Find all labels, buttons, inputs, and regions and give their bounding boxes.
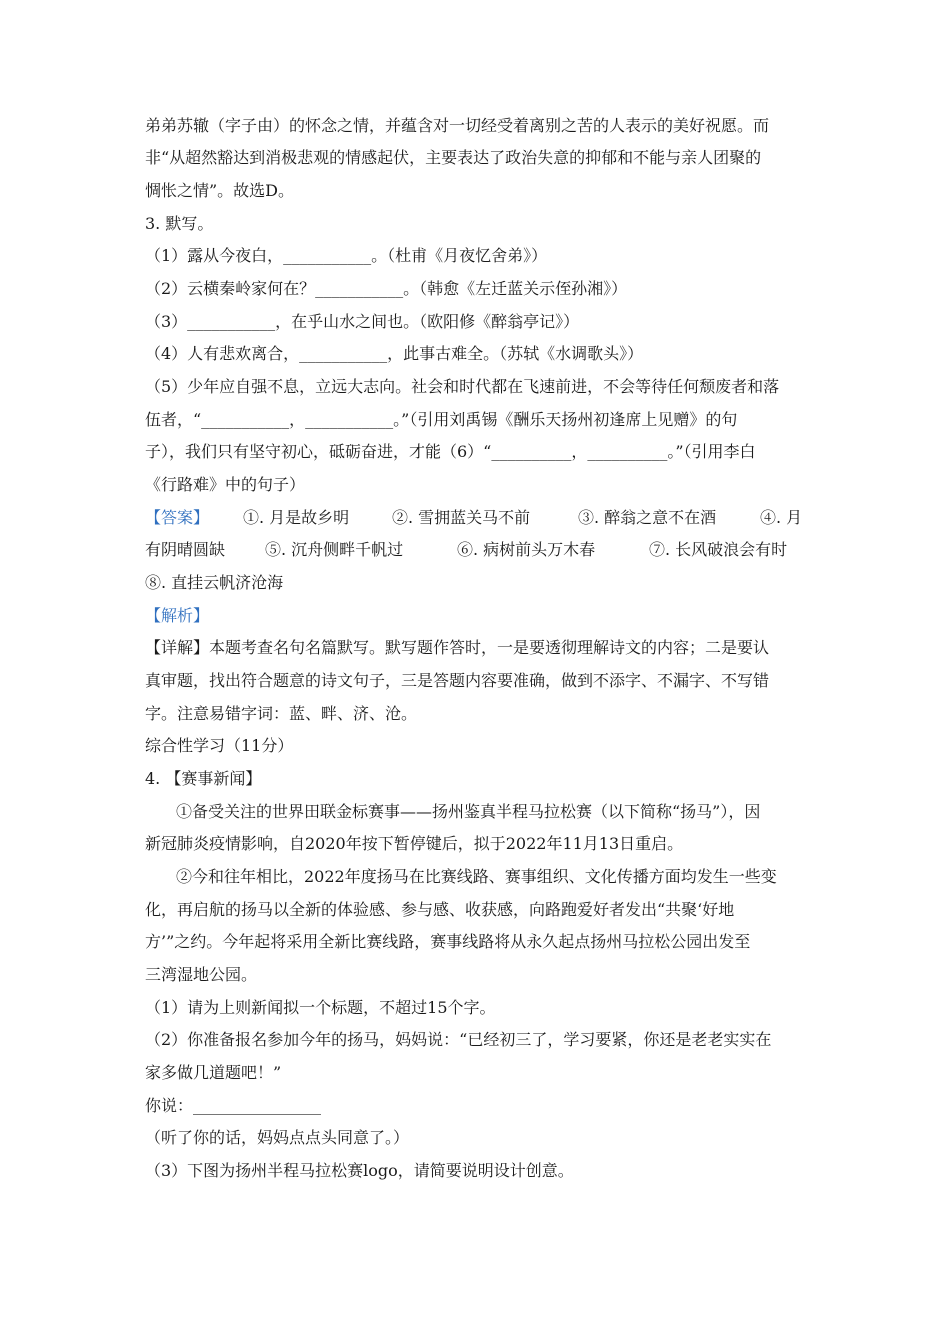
q4-sub-1: （1）请为上则新闻拟一个标题，不超过15个字。 (145, 998, 496, 1017)
news-paragraph-2-line: 方’”之约。今年起将采用全新比赛线路，赛事线路将从永久起点扬州马拉松公园出发至 (145, 932, 751, 951)
answer-item: ⑥. 病树前头万木春 (457, 540, 596, 559)
q4-sub-3: （3）下图为扬州半程马拉松赛logo，请简要说明设计创意。 (145, 1161, 574, 1180)
answer-item: ⑤. 沉舟侧畔千帆过 (265, 540, 404, 559)
q3-item-5-line: 子），我们只有坚守初心，砥砺奋进，才能（6）“__________，__________。”（引用李白 (145, 442, 756, 461)
answer-item: 有阴晴圆缺 (145, 540, 226, 559)
detail-line: 字。注意易错字词：蓝、畔、济、沧。 (145, 704, 418, 723)
q3-item-5-line: 伍者，“___________，___________。”（引用刘禹锡《酬乐天扬州初逢席上见赠》的句 (145, 410, 738, 429)
prev-explanation-line: 弟弟苏辙（字子由）的怀念之情，并蕴含对一切经受着离别之苦的人表示的美好祝愿。而 (145, 116, 770, 135)
news-paragraph-2-line: ②今和往年相比，2022年度扬马在比赛线路、赛事组织、文化传播方面均发生一些变 (176, 867, 777, 886)
answer-item: ⑧. 直挂云帆济沧海 (145, 573, 284, 592)
news-paragraph-2-line: 化，再启航的扬马以全新的体验感、参与感、收获感，向路跑爱好者发出“共聚‘好地 (145, 900, 735, 919)
mom-agree-line: （听了你的话，妈妈点点头同意了。） (145, 1128, 410, 1147)
news-paragraph-1-line: 新冠肺炎疫情影响，自2020年按下暂停键后，拟于2022年11月13日重启。 (145, 834, 684, 853)
q4-sub-2-line: 家多做几道题吧！” (145, 1063, 282, 1082)
prev-explanation-line: 非“从超然豁达到消极悲观的情感起伏，主要表达了政治失意的抑郁和不能与亲人团聚的 (145, 148, 762, 167)
prev-explanation-line: 惆怅之情”。故选D。 (145, 181, 295, 200)
q3-item-2: （2）云横秦岭家何在？___________。（韩愈《左迁蓝关示侄孙湘》） (145, 279, 628, 298)
q3-title: 3. 默写。 (145, 214, 214, 233)
section-heading: 综合性学习（11分） (145, 736, 294, 755)
answer-label: 【答案】 (145, 508, 210, 527)
q3-item-4: （4）人有悲欢离合，___________，此事古难全。（苏轼《水调歌头》） (145, 344, 644, 363)
news-paragraph-2-line: 三湾湿地公园。 (145, 965, 258, 984)
answer-item: ④. 月 (760, 508, 803, 527)
q4-title: 4. 【赛事新闻】 (145, 769, 262, 788)
q3-item-5-line: 《行路难》中的句子） (145, 475, 306, 494)
answer-item: ⑦. 长风破浪会有时 (649, 540, 788, 559)
q4-sub-2-line: （2）你准备报名参加今年的扬马，妈妈说：“已经初三了，学习要紧，你还是老老实实在 (145, 1030, 772, 1049)
detail-line: 【详解】本题考查名句名篇默写。默写题作答时，一是要透彻理解诗文的内容；二是要认 (145, 638, 770, 657)
answer-item: ①. 月是故乡明 (243, 508, 350, 527)
detail-line: 真审题，找出符合题意的诗文句子，三是答题内容要准确，做到不添字、不漏字、不写错 (145, 671, 770, 690)
q3-item-3: （3）___________，在乎山水之间也。（欧阳修《醉翁亭记》） (145, 312, 580, 331)
q3-item-1: （1）露从今夜白，___________。（杜甫《月夜忆舍弟》） (145, 246, 548, 265)
analysis-label: 【解析】 (145, 606, 210, 625)
q3-item-5-line: （5）少年应自强不息，立远大志向。社会和时代都在飞速前进，不会等待任何颓废者和落 (145, 377, 780, 396)
news-paragraph-1-line: ①备受关注的世界田联金标赛事——扬州鉴真半程马拉松赛（以下简称“扬马”），因 (176, 802, 761, 821)
answer-item: ②. 雪拥蓝关马不前 (392, 508, 531, 527)
you-say-line: 你说：________________ (145, 1096, 322, 1115)
answer-item: ③. 醉翁之意不在酒 (578, 508, 717, 527)
